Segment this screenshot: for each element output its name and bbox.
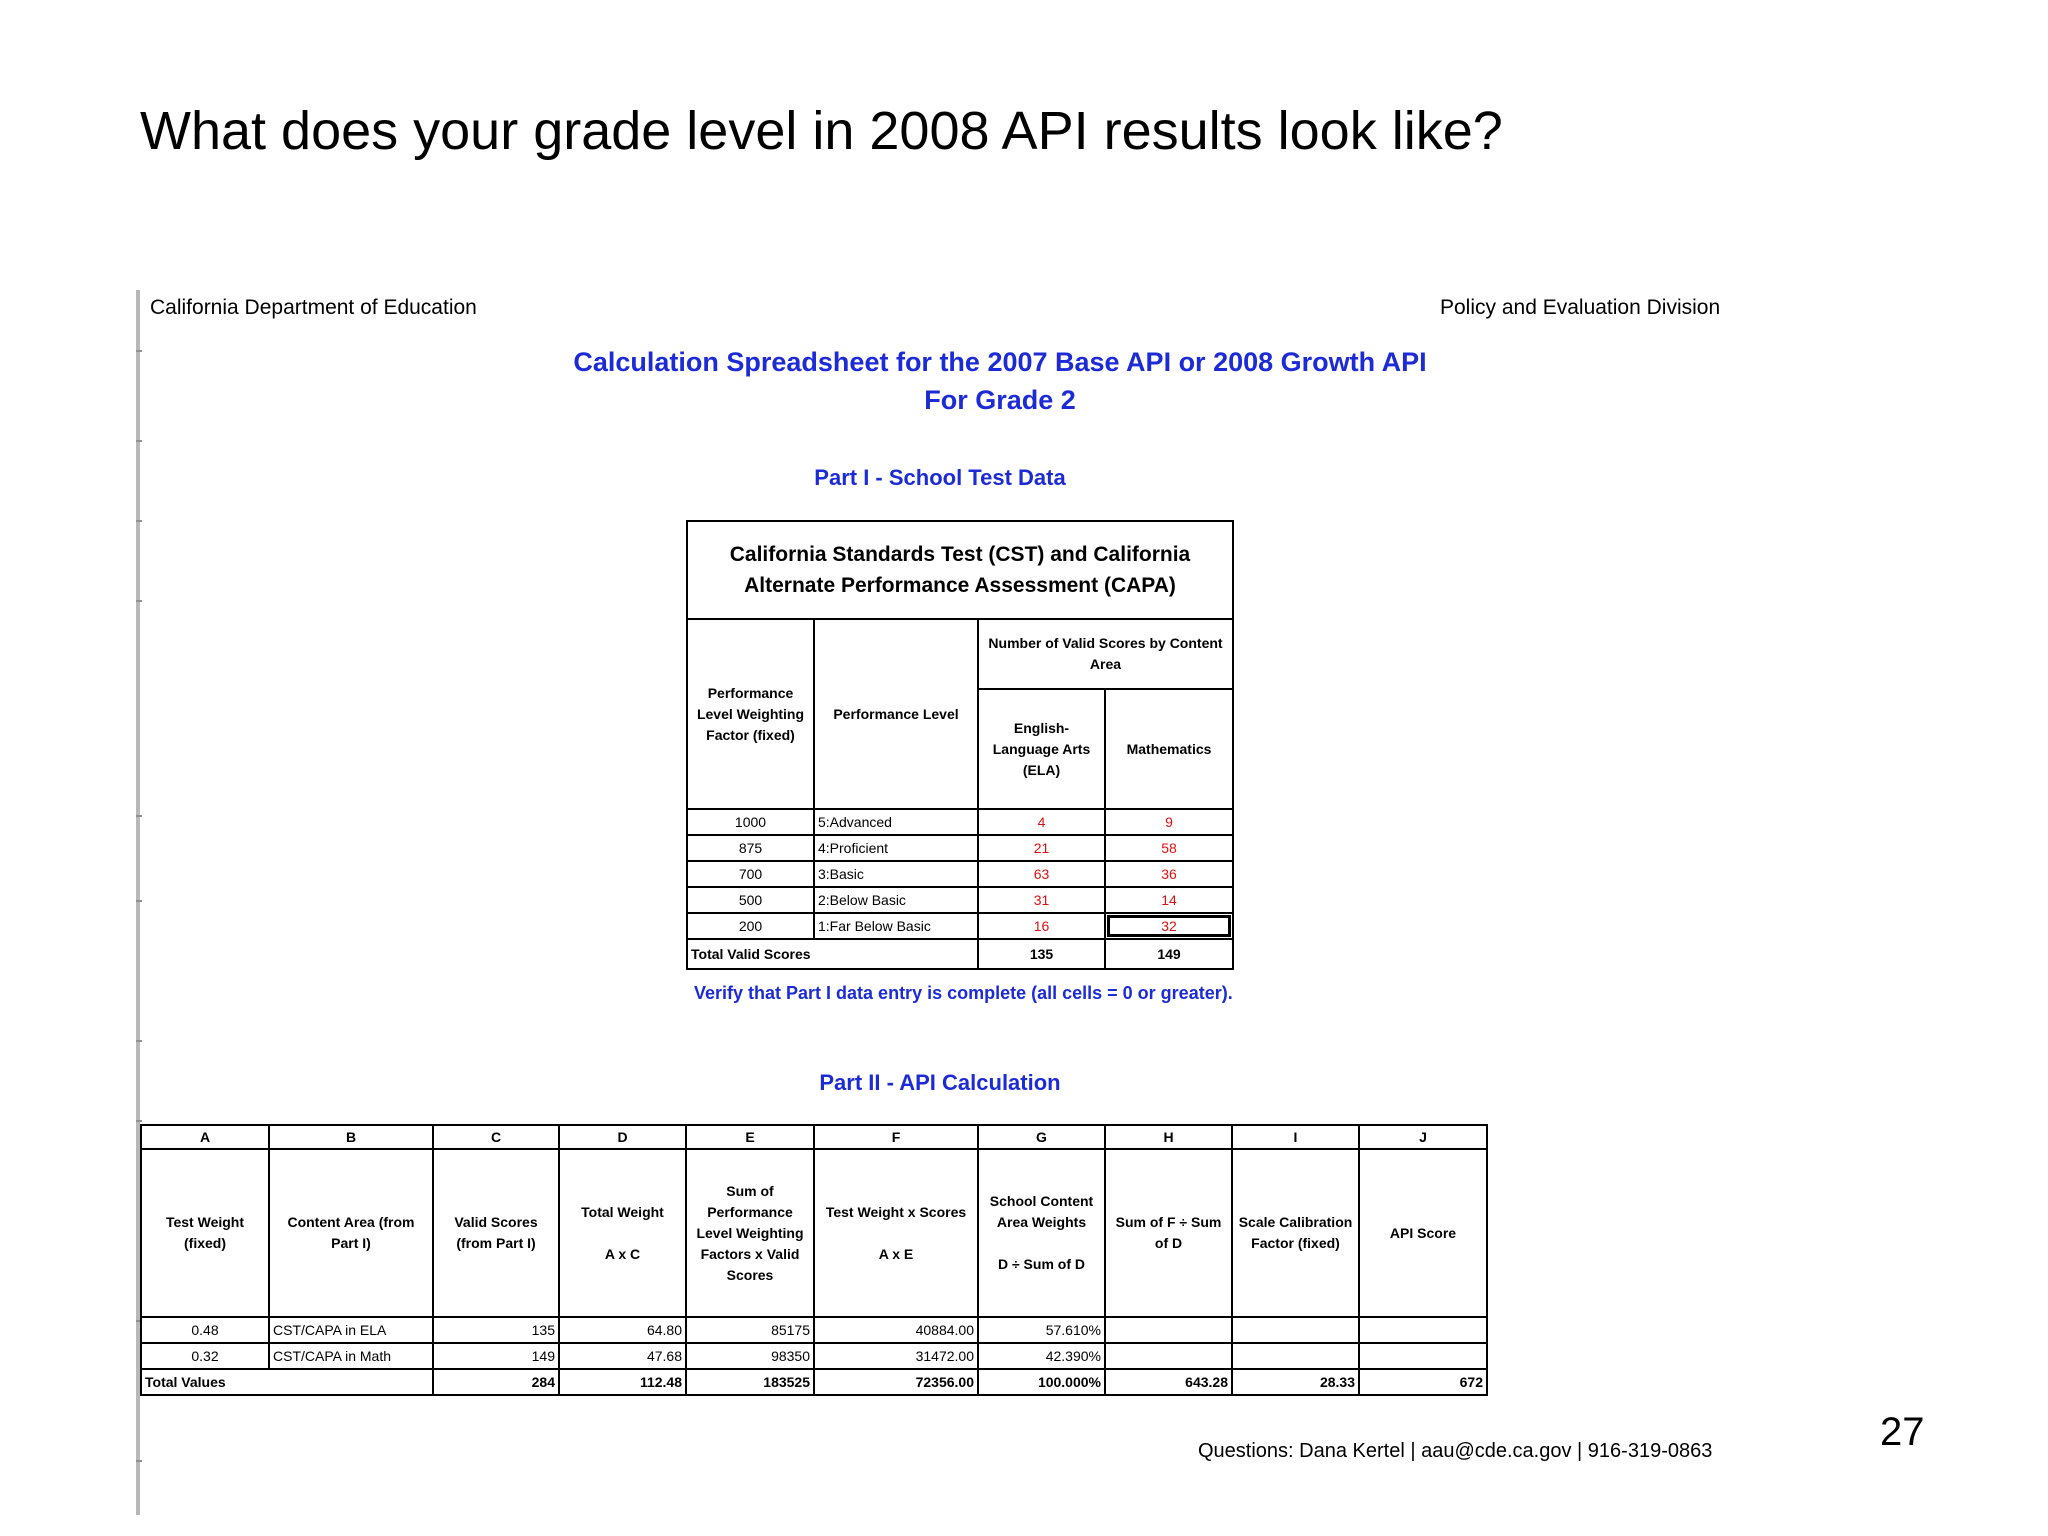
ela-cell[interactable]: 31 <box>978 887 1105 913</box>
header-right: Policy and Evaluation Division <box>1440 296 1721 319</box>
total-h: 643.28 <box>1105 1369 1232 1395</box>
weight-cell[interactable]: 1000 <box>687 809 814 835</box>
cell-f[interactable]: 31472.00 <box>814 1343 978 1369</box>
weight-cell[interactable]: 500 <box>687 887 814 913</box>
row-tick <box>136 440 142 442</box>
row-tick <box>136 600 142 602</box>
level-cell[interactable]: 5:Advanced <box>814 809 978 835</box>
table-row <box>141 1317 1487 1343</box>
ela-cell[interactable]: 63 <box>978 861 1105 887</box>
cell-d[interactable]: 64.80 <box>559 1317 686 1343</box>
level-cell[interactable]: 1:Far Below Basic <box>814 913 978 939</box>
col-math-header: Mathematics <box>1105 689 1233 809</box>
math-cell[interactable]: 36 <box>1105 861 1233 887</box>
table-row <box>687 913 1233 939</box>
col-letter[interactable]: F <box>814 1125 978 1149</box>
cell-d[interactable]: 47.68 <box>559 1343 686 1369</box>
sheet-title-line2: For Grade 2 <box>924 385 1076 415</box>
row-tick <box>136 1040 142 1042</box>
col-letter[interactable]: E <box>686 1125 814 1149</box>
slide-number: 27 <box>1880 1410 1925 1454</box>
level-cell[interactable]: 3:Basic <box>814 861 978 887</box>
table-row <box>687 887 1233 913</box>
total-math: 149 <box>1105 939 1233 969</box>
ela-cell[interactable]: 4 <box>978 809 1105 835</box>
total-e: 183525 <box>686 1369 814 1395</box>
header-cell: Test Weight (fixed) <box>141 1149 269 1317</box>
cell-c[interactable]: 135 <box>433 1317 559 1343</box>
col-letter[interactable]: D <box>559 1125 686 1149</box>
part1-title: Part I - School Test Data <box>814 465 1066 490</box>
cell-a[interactable]: 0.48 <box>141 1317 269 1343</box>
col-weight-header: Performance Level Weighting Factor (fixed) <box>687 619 814 809</box>
total-ela: 135 <box>978 939 1105 969</box>
cell-i[interactable] <box>1232 1317 1359 1343</box>
col-letter[interactable]: C <box>433 1125 559 1149</box>
weight-cell[interactable]: 700 <box>687 861 814 887</box>
level-cell[interactable]: 4:Proficient <box>814 835 978 861</box>
cell-j[interactable] <box>1359 1317 1487 1343</box>
math-cell[interactable]: 9 <box>1105 809 1233 835</box>
cell-a[interactable]: 0.32 <box>141 1343 269 1369</box>
cell-h[interactable] <box>1105 1343 1232 1369</box>
cell-b[interactable]: CST/CAPA in ELA <box>269 1317 433 1343</box>
cell-c[interactable]: 149 <box>433 1343 559 1369</box>
ela-cell[interactable]: 21 <box>978 835 1105 861</box>
math-cell-selected[interactable]: 32 <box>1105 913 1233 939</box>
cell-j[interactable] <box>1359 1343 1487 1369</box>
column-letter-row <box>141 1125 1487 1149</box>
row-tick <box>136 1120 142 1122</box>
total-d: 112.48 <box>559 1369 686 1395</box>
math-cell[interactable]: 14 <box>1105 887 1233 913</box>
part2-table <box>140 1124 1488 1396</box>
header-cell: Sum of Performance Level Weighting Factors x Valid Scores <box>686 1149 814 1317</box>
total-row <box>687 939 1233 969</box>
slide-title: What does your grade level in 2008 API results look like? <box>140 101 1503 161</box>
verify-note: Verify that Part I data entry is complete (all cells = 0 or greater). <box>694 983 1233 1003</box>
row-tick <box>136 1460 142 1462</box>
col-letter[interactable]: H <box>1105 1125 1232 1149</box>
col-letter[interactable]: G <box>978 1125 1105 1149</box>
totals-label: Total Values <box>141 1369 433 1395</box>
row-tick <box>136 900 142 902</box>
header-cell: Content Area (from Part I) <box>269 1149 433 1317</box>
table-row <box>141 1343 1487 1369</box>
col-letter[interactable]: J <box>1359 1125 1487 1149</box>
col-letter[interactable]: A <box>141 1125 269 1149</box>
total-f: 72356.00 <box>814 1369 978 1395</box>
cell-b[interactable]: CST/CAPA in Math <box>269 1343 433 1369</box>
part2-title: Part II - API Calculation <box>819 1070 1061 1095</box>
col-letter[interactable]: B <box>269 1125 433 1149</box>
header-left: California Department of Education <box>150 296 477 319</box>
col-letter[interactable]: I <box>1232 1125 1359 1149</box>
table-row <box>687 809 1233 835</box>
col-level-header: Performance Level <box>814 619 978 809</box>
cell-g[interactable]: 57.610% <box>978 1317 1105 1343</box>
weight-cell[interactable]: 875 <box>687 835 814 861</box>
cell-f[interactable]: 40884.00 <box>814 1317 978 1343</box>
math-cell[interactable]: 58 <box>1105 835 1233 861</box>
table-row <box>687 861 1233 887</box>
header-cell: Scale Calibration Factor (fixed) <box>1232 1149 1359 1317</box>
table-row <box>687 835 1233 861</box>
header-cell: Total Weight A x C <box>559 1149 686 1317</box>
total-label: Total Valid Scores <box>687 939 978 969</box>
cell-i[interactable] <box>1232 1343 1359 1369</box>
row-tick <box>136 520 142 522</box>
level-cell[interactable]: 2:Below Basic <box>814 887 978 913</box>
row-tick <box>136 815 142 817</box>
row-tick <box>136 350 142 352</box>
totals-row <box>141 1369 1487 1395</box>
ela-cell[interactable]: 16 <box>978 913 1105 939</box>
total-c: 284 <box>433 1369 559 1395</box>
col-ela-header: English-Language Arts (ELA) <box>978 689 1105 809</box>
weight-cell[interactable]: 200 <box>687 913 814 939</box>
part1-caption: California Standards Test (CST) and California Alternate Performance Assessment (CAPA) <box>687 521 1233 619</box>
cell-e[interactable]: 98350 <box>686 1343 814 1369</box>
header-cell: School Content Area Weights D ÷ Sum of D <box>978 1149 1105 1317</box>
cell-h[interactable] <box>1105 1317 1232 1343</box>
header-cell: Sum of F ÷ Sum of D <box>1105 1149 1232 1317</box>
header-cell: Test Weight x Scores A x E <box>814 1149 978 1317</box>
part1-table <box>686 520 1234 970</box>
footer-contact: Questions: Dana Kertel | aau@cde.ca.gov | 916-319-0863 <box>1198 1440 1713 1462</box>
col-group-header: Number of Valid Scores by Content Area <box>978 619 1233 689</box>
header-cell: API Score <box>1359 1149 1487 1317</box>
total-g: 100.000% <box>978 1369 1105 1395</box>
header-row <box>141 1149 1487 1317</box>
api-score: 672 <box>1359 1369 1487 1395</box>
cell-g[interactable]: 42.390% <box>978 1343 1105 1369</box>
cell-e[interactable]: 85175 <box>686 1317 814 1343</box>
header-cell: Valid Scores (from Part I) <box>433 1149 559 1317</box>
total-i: 28.33 <box>1232 1369 1359 1395</box>
sheet-title-line1: Calculation Spreadsheet for the 2007 Base API or 2008 Growth API <box>573 347 1427 377</box>
